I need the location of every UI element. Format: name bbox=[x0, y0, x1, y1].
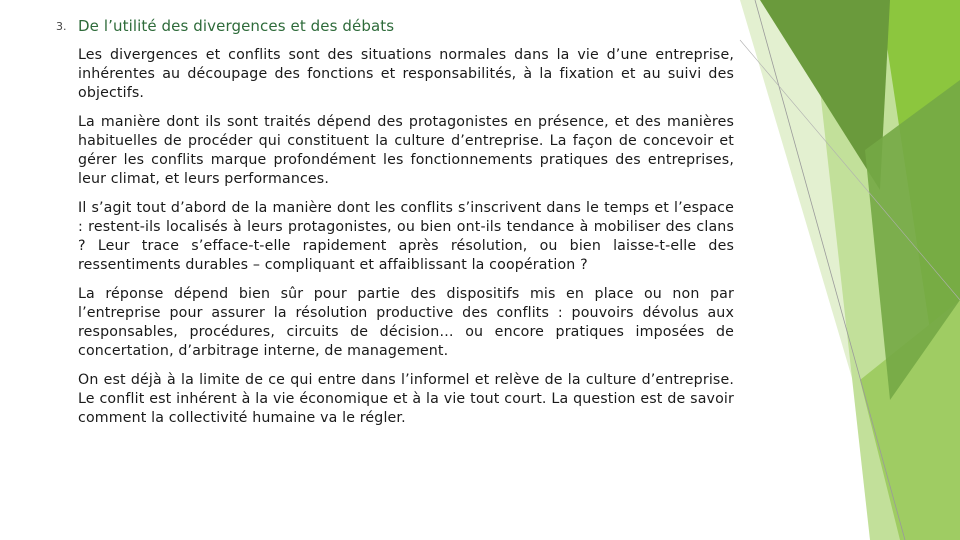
paragraph-2: La manière dont ils sont traités dépend des protagonistes en présence, et des manières habituelles de procéder qui constituent la culture d’entreprise. La façon de concevoir et gérer les conflits marque profondément les fonctionnements pratiques des entreprises, leur climat, et leurs performances. bbox=[78, 114, 734, 187]
facet-lower bbox=[860, 300, 960, 540]
facet-dark bbox=[760, 0, 890, 190]
paragraph-3: Il s’agit tout d’abord de la manière dont les conflits s’inscrivent dans le temps et l’espace : restent-ils localisés à leurs protagonistes, ou bien ont-ils tendance à mobiliser des clans ? Leur trace s’efface-t-elle rapidement après résolution, ou bien laisse-t-elle des ressentiments durables – compliquant et affaiblissant la coopération ? bbox=[78, 200, 734, 273]
paragraph-4: La réponse dépend bien sûr pour partie des dispositifs mis en place ou non par l’entreprise pour assurer la résolution productive des conflits : pouvoirs dévolus aux responsables, procédures, circuits de décision… ou encore pratiques imposées de concertation, d’arbitrage interne, de management. bbox=[78, 286, 734, 359]
section-heading bbox=[56, 16, 738, 36]
facet-light bbox=[810, 0, 960, 540]
facet-pale bbox=[740, 0, 960, 540]
facet-line-2 bbox=[740, 40, 960, 300]
body-text bbox=[78, 46, 734, 438]
section-number: 3. bbox=[56, 20, 67, 33]
facet-dark-lower bbox=[865, 80, 960, 400]
section-title: De l’utilité des divergences et des débats bbox=[78, 17, 395, 35]
facet-line-1 bbox=[755, 0, 905, 540]
paragraph-1: Les divergences et conflits sont des situations normales dans la vie d’une entreprise, inhérentes au découpage des fonctions et responsabilités, à la fixation et au suivi des objectifs. bbox=[78, 47, 734, 101]
paragraph-5: On est déjà à la limite de ce qui entre dans l’informel et relève de la culture d’entreprise. Le conflit est inhérent à la vie économique et à la vie tout court. La question est de savoir comment la collectivité humaine va le régler. bbox=[78, 372, 734, 426]
facet-mid bbox=[880, 0, 960, 400]
